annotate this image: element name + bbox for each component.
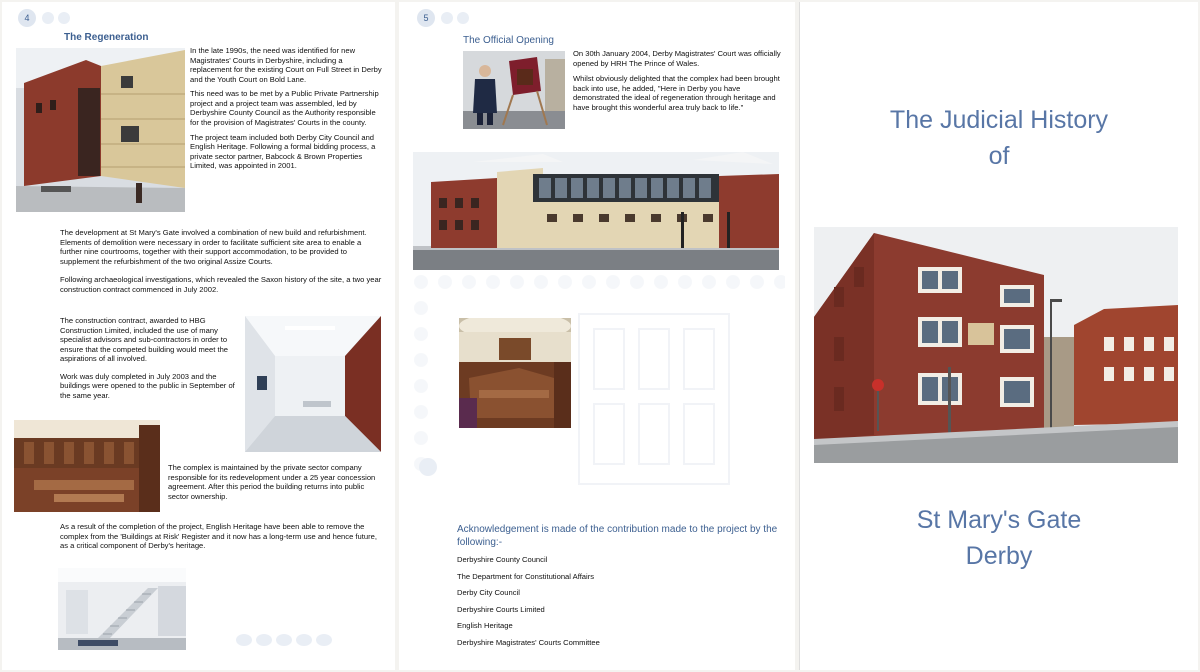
text-block-intro <box>190 46 382 176</box>
decorative-dot <box>419 458 437 476</box>
page-4 <box>2 2 395 670</box>
section-title-regeneration: The Regeneration <box>64 32 149 43</box>
photo-historic-court-building <box>814 227 1178 463</box>
text-block-development <box>60 228 382 299</box>
decorative-dots <box>42 12 70 24</box>
paragraph: The project team included both Derby City Council and English Heritage. Following a formal bidding process, a private sector partner, Babcock & Brown Properties Limited, was appointed in 2001. <box>190 132 376 171</box>
text-block-opening <box>573 49 787 117</box>
photo-historic-courtroom-interior <box>459 318 571 428</box>
list-item: Derbyshire Courts Limited <box>457 604 545 614</box>
paragraph: On 30th January 2004, Derby Magistrates' Court was officially opened by HRH The Prince of Wales. <box>573 49 781 68</box>
text-block-heritage <box>60 522 382 556</box>
photo-courtroom-wood-panelled <box>14 420 160 512</box>
photo-staircase-foyer <box>58 568 186 650</box>
photo-court-complex-panorama <box>413 152 779 270</box>
page-number-badge: 5 <box>417 9 435 27</box>
cover-page <box>799 2 1198 670</box>
cover-subtitle-line: Derby <box>965 542 1033 571</box>
paragraph: The complex is maintained by the private sector company responsible for its redevelopment under a 25 year concession agreement. After this period the building returns into public sector ownership. <box>168 463 376 501</box>
list-item: English Heritage <box>457 621 513 630</box>
cover-title-line: The Judicial History <box>889 106 1109 134</box>
page-number-badge: 4 <box>18 9 36 27</box>
cover-subtitle-line: St Mary's Gate <box>916 506 1082 534</box>
section-title-official-opening: The Official Opening <box>463 35 554 46</box>
list-item: Derbyshire County Council <box>457 555 548 564</box>
paragraph: Whilst obviously delighted that the complex had been brought back into use, he added, "Here in Derby you have demonstrated the ideal of regeneration through heritage and have brought this wonderful area truly back to life." <box>573 74 780 112</box>
paragraph: Following archaeological investigations, which revealed the Saxon history of the site, a two year construction contract commenced in July 2002. <box>60 275 382 294</box>
acknowledgement-list <box>457 555 777 654</box>
decorative-dots-footer <box>236 634 332 646</box>
paragraph: The development at St Mary's Gate involved a combination of new build and refurbishment. Elements of demolition were necessary in order to facilitate sufficient site area to enable a further nine courtrooms, together with their support accommodation, to be provided to supplement the refurbishment of the two original Assize Courts. <box>60 228 367 266</box>
cover-title-line: of <box>988 142 1010 171</box>
paragraph: In the late 1990s, the need was identified for new Magistrates' Courts in Derbyshire, including a replacement for the existing Court on Full Street in Derby and the Youth Court on Bold Lane. <box>190 46 382 84</box>
list-item: The Department for Constitutional Affairs <box>457 571 595 581</box>
photo-official-opening-unveiling <box>463 51 565 129</box>
paragraph: As a result of the completion of the project, English Heritage have been able to remove the complex from the 'Buildings at Risk' Register and it now has a long-term use and hence future, as a critical component of Derby's heritage. <box>60 522 377 551</box>
photo-modern-court-exterior <box>16 48 185 212</box>
text-block-maintenance <box>168 463 382 506</box>
text-block-contract <box>60 316 242 406</box>
cover-subtitle <box>800 502 1198 575</box>
decorative-dots <box>441 12 469 24</box>
paragraph: Work was duly completed in July 2003 and the buildings were opened to the public in September of the same year. <box>60 371 235 400</box>
photo-interior-corridor <box>245 316 381 452</box>
cover-title <box>800 102 1198 175</box>
list-item: Derbyshire Magistrates' Courts Committee <box>457 637 600 647</box>
page-5 <box>399 2 795 670</box>
list-item: Derby City Council <box>457 588 520 597</box>
acknowledgement-heading: Acknowledgement is made of the contribution made to the project by the following:- <box>457 524 778 548</box>
paragraph: The construction contract, awarded to HBG Construction Limited, included the use of many specialist advisors and sub-contractors in order to ensure that the competed building would meet the aspirations of all involved. <box>60 316 229 364</box>
paragraph: This need was to be met by a Public Private Partnership project and a project team was assembled, led by Derbyshire County Council as the Authority responsible for the provision of Magistrates' Courts in the county. <box>190 89 379 127</box>
